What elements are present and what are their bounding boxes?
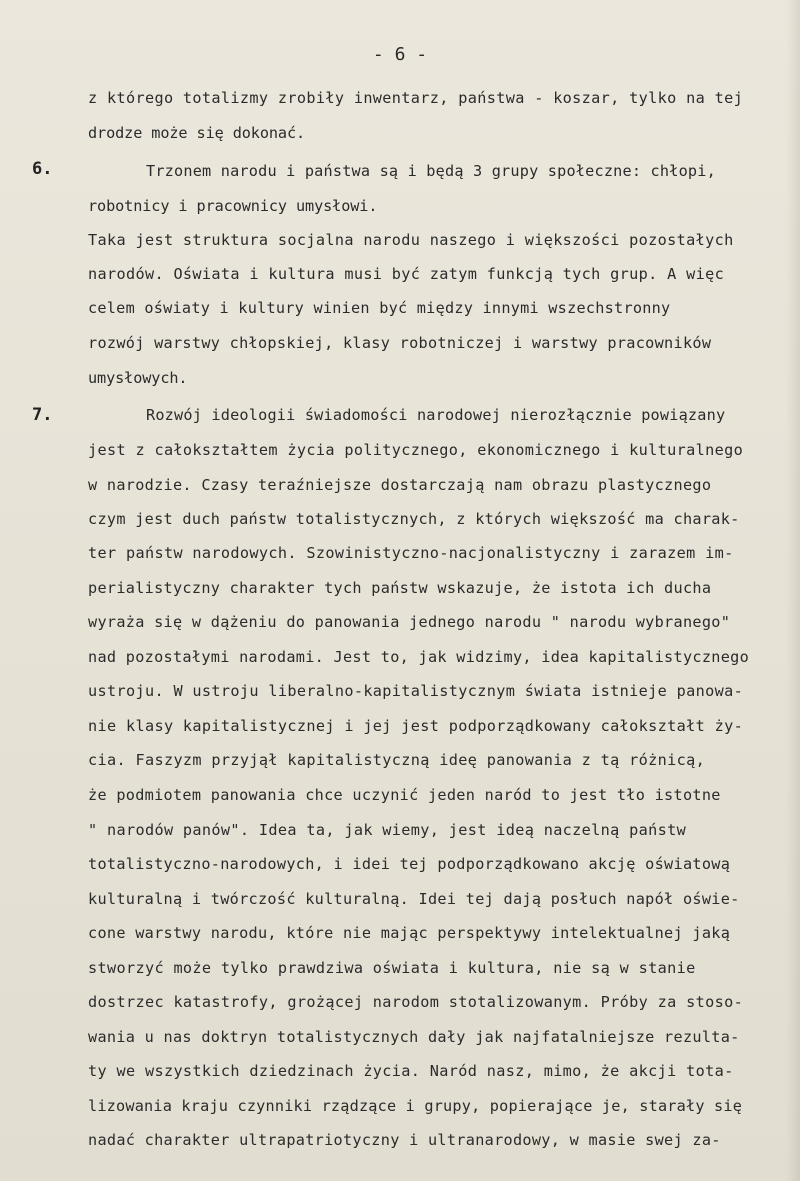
text-line: Taka jest struktura socjalna narodu naszego i większości pozostałych: [88, 231, 734, 249]
page-edge-shadow: [786, 0, 800, 1181]
text-line: nie klasy kapitalistycznej i jej jest podporządkowany całokształt ży-: [88, 717, 744, 735]
text-line: cone warstwy narodu, które nie mając perspektywy intelektualnej jaką: [88, 924, 731, 942]
text-line: kulturalną i twórczość kulturalną. Idei tej dają posłuch napół oświe-: [88, 890, 740, 908]
text-line: w narodzie. Czasy teraźniejsze dostarczają nam obrazu plastycznego: [88, 476, 712, 494]
text-line: jest z całokształtem życia politycznego, ekonomicznego i kulturalnego: [88, 441, 744, 459]
text-line: stworzyć może tylko prawdziwa oświata i kultura, nie są w stanie: [88, 959, 696, 977]
text-line: Rozwój ideologii świadomości narodowej nierozłącznie powiązany: [146, 406, 726, 424]
text-line: wyraża się w dążeniu do panowania jednego narodu " narodu wybranego": [88, 613, 731, 631]
text-line: że podmiotem panowania chce uczynić jeden naród to jest tło istotne: [88, 786, 721, 804]
text-line: lizowania kraju czynniki rządzące i grupy, popierające je, starały się: [88, 1097, 743, 1115]
text-line: perialistyczny charakter tych państw wskazuje, że istota ich ducha: [88, 579, 712, 597]
text-line: Trzonem narodu i państwa są i będą 3 grupy społeczne: chłopi,: [146, 162, 716, 180]
text-line: robotnicy i pracownicy umysłowi.: [88, 197, 378, 215]
text-line: nadać charakter ultrapatriotyczny i ultranarodowy, w masie swej za-: [88, 1131, 721, 1149]
text-line: nad pozostałymi narodami. Jest to, jak widzimy, idea kapitalistycznego: [88, 648, 750, 666]
text-line: ustroju. W ustroju liberalno-kapitalistycznym świata istnieje panowa-: [88, 682, 744, 700]
text-line: narodów. Oświata i kultura musi być zatym funkcją tych grup. A więc: [88, 265, 725, 283]
text-line: drodze może się dokonać.: [88, 124, 306, 142]
paragraph-number: 7.: [32, 405, 53, 425]
text-line: totalistyczno-narodowych, i idei tej podporządkowano akcję oświatową: [88, 855, 731, 873]
text-line: dostrzec katastrofy, grożącej narodom stotalizowanym. Próby za stoso-: [88, 993, 744, 1011]
text-line: cia. Faszyzm przyjął kapitalistyczną ideę panowania z tą różnicą,: [88, 751, 706, 769]
text-line: rozwój warstwy chłopskiej, klasy robotniczej i warstwy pracowników: [88, 334, 712, 352]
page-number: - 6 -: [372, 44, 428, 65]
text-line: wania u nas doktryn totalistycznych dały jak najfatalniejsze rezulta-: [88, 1028, 740, 1046]
text-line: ty we wszystkich dziedzinach życia. Naród nasz, mimo, że akcji tota-: [88, 1062, 734, 1080]
paragraph-number: 6.: [32, 159, 53, 179]
text-line: celem oświaty i kultury winien być między innymi wszechstronny: [88, 299, 671, 317]
text-line: " narodów panów". Idea ta, jak wiemy, jest ideą naczelną państw: [88, 821, 687, 839]
text-line: z którego totalizmy zrobiły inwentarz, państwa - koszar, tylko na tej: [88, 89, 744, 107]
text-line: czym jest duch państw totalistycznych, z których większość ma charak-: [88, 510, 740, 528]
text-line: ter państw narodowych. Szowinistyczno-nacjonalistyczny i zarazem im-: [88, 544, 734, 562]
text-line: umysłowych.: [88, 369, 188, 387]
